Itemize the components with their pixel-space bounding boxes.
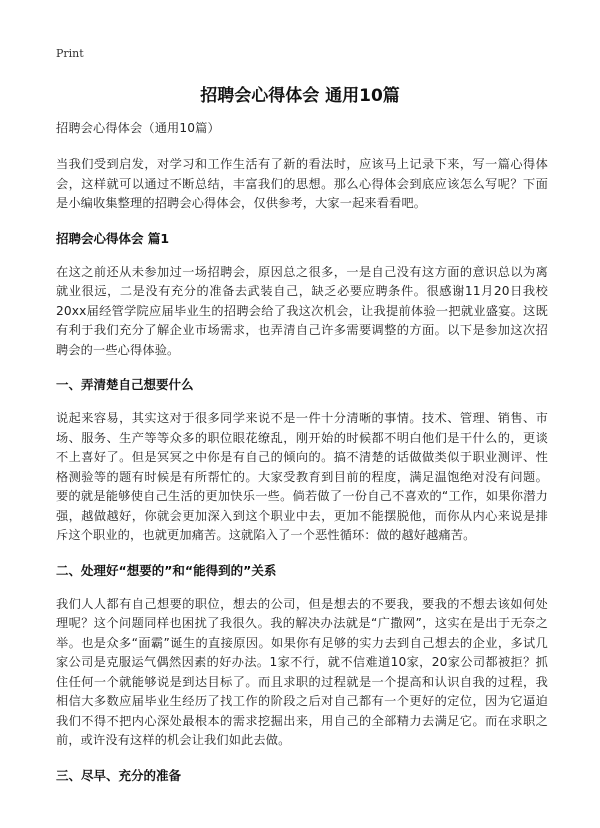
document-subtitle: 招聘会心得体会（通用10篇） [56, 121, 220, 135]
section-heading-1: 招聘会心得体会 篇1 [56, 230, 170, 246]
section-paragraph-1: 在这之前还从未参加过一场招聘会，原因总之很多，一是自己没有这方面的意识总以为离就业很远，二是没有充分的准备去武装自己，缺乏必要应聘条件。很感谢11月20日我校20xx届经管学院应届毕业生的招聘会给了我这次机会，让我提前体验一把就业盛宴。这既有利于我们充分了解企业市场需求，也弄清自己许多需要调整的方面。以下是参加这次招聘会的一些心得体验。 [56, 264, 548, 357]
section-heading-4: 三、尽早、充分的准备 [56, 767, 182, 783]
document-body [56, 120, 548, 800]
section-heading-2: 一、弄清楚自己想要什么 [56, 377, 194, 392]
document-title: 招聘会心得体会 通用10篇 [200, 86, 400, 106]
print-label[interactable]: Print [56, 47, 84, 60]
intro-paragraph: 当我们受到启发，对学习和工作生活有了新的看法时，应该马上记录下来，写一篇心得体会，这样就可以通过不断总结，丰富我们的思想。那么心得体会到底应该怎么写呢？下面是小编收集整理的招聘会心得体会，仅供参考，大家一起来看看吧。 [56, 157, 548, 210]
section-paragraph-2: 说起来容易，其实这对于很多同学来说不是一件十分清晰的事情。技术、管理、销售、市场、服务、生产等等众多的职位眼花缭乱，刚开始的时候都不明白他们是干什么的，更谈不上喜好了。但是冥冥之中你是有自己的倾向的。搞不清楚的话做做类似于职业测评、性格测验等的题有时候是有所帮忙的。大家受教育到目前的程度，满足温饱绝对没有问题。要的就是能够使自己生活的更加快乐一些。倘若做了一份自己不喜欢的“工作，如果你潜力强，越做越好，你就会更加深入到这个职业中去，更加不能摆脱他，而你从内心来说是排斥这个职业的，也就更加痛苦。这就陷入了一个恶性循环：做的越好越痛苦。 [56, 411, 548, 542]
section-paragraph-3: 我们人人都有自己想要的职位，想去的公司，但是想去的不要我，要我的不想去该如何处理呢？这个问题同样也困扰了我很久。我的解决办法就是“广撒网”，这实在是出于无奈之举。也是众多“面霸”诞生的直接原因。如果你有足够的实力去到自己想去的企业，多试几家公司是克服运气偶然因素的好办法。1家不行，就不信难道10家，20家公司都被拒？抓住任何一个就能够说是到达目标了。而且求职的过程就是一个提高和认识自我的过程，我相信大多数应届毕业生经历了找工作的阶段之后对自己都有一个更好的定位，因为它逼迫我们不得不把内心深处最根本的需求挖掘出来，用自己的全部精力去满足它。而在求职之前，或许没有这样的机会让我们如此去做。 [56, 596, 548, 747]
section-heading-3: 二、处理好“想要的”和“能得到的”关系 [56, 562, 277, 578]
